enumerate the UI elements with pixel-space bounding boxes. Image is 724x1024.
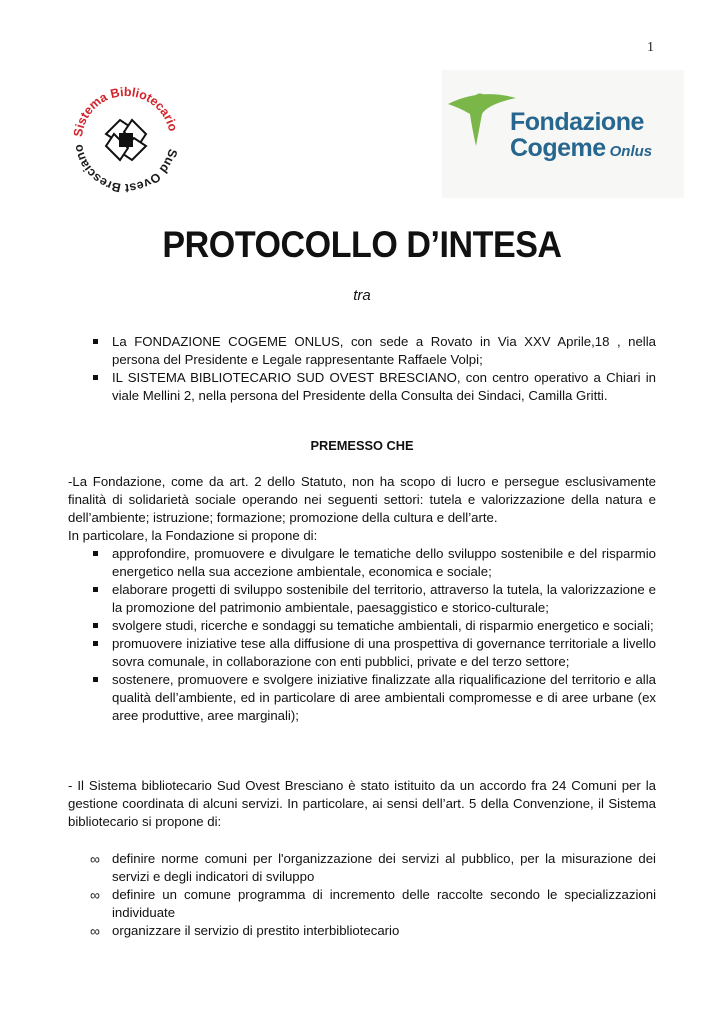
list-item: IL SISTEMA BIBLIOTECARIO SUD OVEST BRESCIANO, con centro operativo a Chiari in viale Mellini 2, nella persona del Presidente della Consulta dei Sindaci, Camilla Gritti. <box>68 369 656 405</box>
square-bullet-icon <box>93 339 98 344</box>
square-bullet-icon <box>93 375 98 380</box>
infinity-bullet-icon: ∞ <box>90 887 100 903</box>
list-item: sostenere, promuovere e svolgere iniziative finalizzate alla riqualificazione del territorio e alla qualità dell’ambiente, ed in particolare di aree ambientali compromesse e di aree urbane (ex aree produttive, aree marginali); <box>68 671 656 725</box>
sistema-list <box>68 850 656 940</box>
infinity-bullet-icon: ∞ <box>90 923 100 939</box>
square-bullet-icon <box>93 641 98 646</box>
paragraph: -La Fondazione, come da art. 2 dello Statuto, non ha scopo di lucro e persegue esclusivamente finalità di solidarietà sociale operando nei seguenti settori: tutela e valorizzazione della natura e dell’ambiente; istruzione; formazione; promozione della cultura e dell’arte. <box>68 474 656 525</box>
sistema-section <box>68 777 656 831</box>
logo-cogeme-text: Cogeme Onlus <box>510 134 653 162</box>
fondazione-cogeme-logo <box>442 70 684 198</box>
page-title: PROTOCOLLO D’INTESA <box>162 224 562 265</box>
list-item: promuovere iniziative tese alla diffusione di una prospettiva di governance territoriale a livello sovra comunale, in collaborazione con enti pubblici, private e del terzo settore; <box>68 635 656 671</box>
sistema-bibliotecario-logo <box>66 78 186 198</box>
list-item: svolgere studi, ricerche e sondaggi su tematiche ambientali, di risparmio energetico e sociali; <box>68 617 656 635</box>
list-item: La FONDAZIONE COGEME ONLUS, con sede a Rovato in Via XXV Aprile,18 , nella persona del Presidente e Legale rappresentante Raffaele Volpi; <box>68 333 656 369</box>
list-item: elaborare progetti di sviluppo sostenibile del territorio, attraverso la tutela, la valorizzazione e la promozione del patrimonio ambientale, paesaggistico e storico-culturale; <box>68 581 656 617</box>
paragraph: - Il Sistema bibliotecario Sud Ovest Bresciano è stato istituito da un accordo fra 24 Comuni per la gestione coordinata di alcuni servizi. In particolare, ai sensi dell’art. 5 della Convenzione, il Sistema bibliotecario si propone di: <box>68 778 656 829</box>
logo-fondazione-text: Fondazione <box>510 108 644 136</box>
svg-text:Sud Ovest Bresciano: Sud Ovest Bresciano <box>71 143 180 196</box>
list-item: ∞ definire un comune programma di incremento delle raccolte secondo le specializzazioni individuate <box>90 887 656 920</box>
infinity-bullet-icon: ∞ <box>90 851 100 867</box>
parties-section <box>68 333 656 405</box>
square-bullet-icon <box>93 551 98 556</box>
square-bullet-icon <box>93 623 98 628</box>
svg-text:Sistema Bibliotecario: Sistema Bibliotecario <box>71 84 181 138</box>
list-item: approfondire, promuovere e divulgare le tematiche dello sviluppo sostenibile e del risparmio energetico nella sua accezione ambientale, economica e sociale; <box>68 545 656 581</box>
list-item: ∞ definire norme comuni per l'organizzazione dei servizi al pubblico, per la misurazione dei servizi e degli indicatori di sviluppo <box>90 851 656 884</box>
paragraph: In particolare, la Fondazione si propone di: <box>68 528 318 543</box>
square-bullet-icon <box>93 677 98 682</box>
page-number: 1 <box>647 40 654 55</box>
section-heading: PREMESSO CHE <box>310 438 414 453</box>
list-item: ∞ organizzare il servizio di prestito interbibliotecario <box>90 923 400 939</box>
fondazione-section <box>68 473 656 725</box>
square-bullet-icon <box>93 587 98 592</box>
page-subtitle: tra <box>353 287 371 304</box>
